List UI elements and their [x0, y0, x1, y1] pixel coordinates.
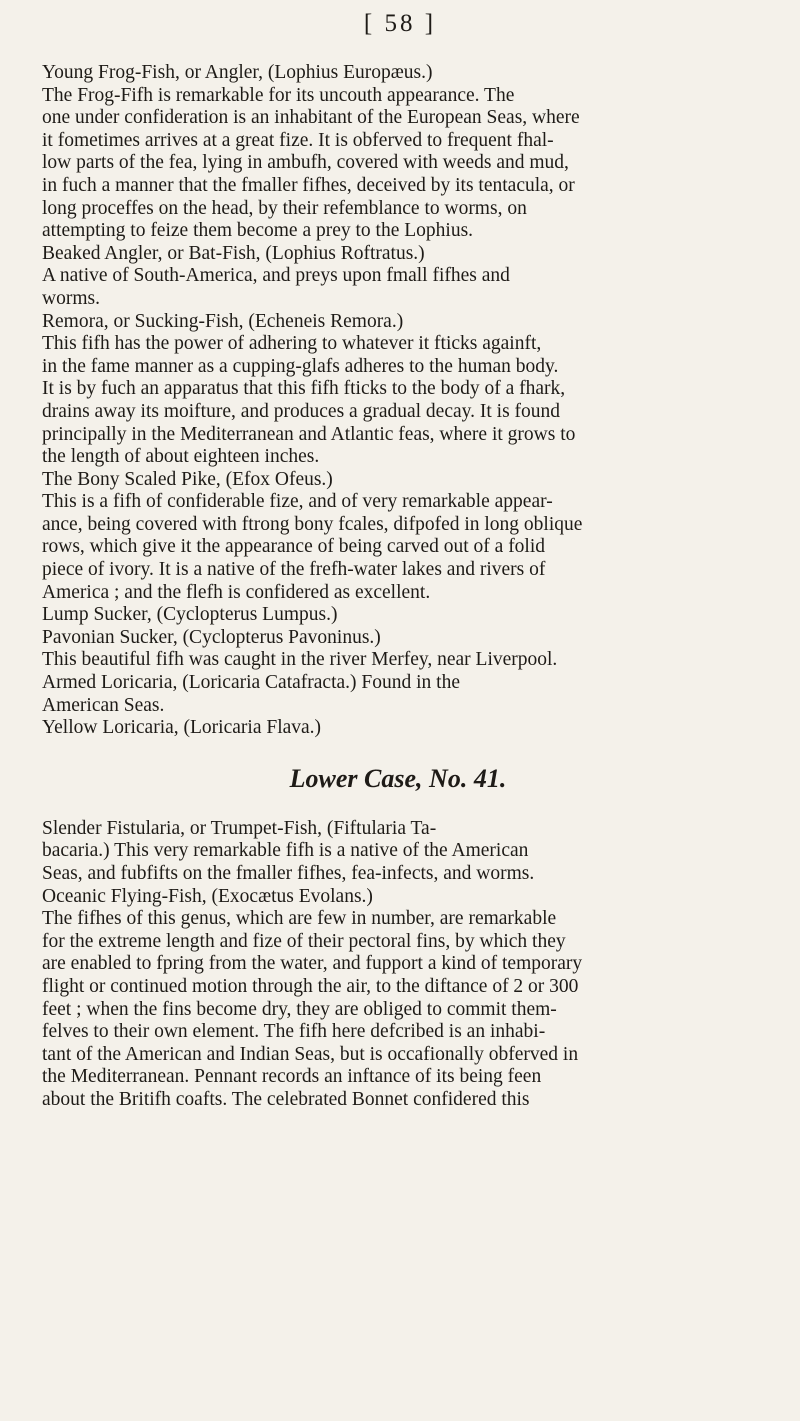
text-line: tant of the American and Indian Seas, but is occafionally obferved in — [42, 1043, 579, 1065]
page-number: [ 58 ] — [363, 10, 437, 37]
text-line: This beautiful fifh was caught in the river Merfey, near Liverpool. — [42, 649, 558, 671]
text-line: Young Frog-Fish, or Angler, (Lophius Europæus.) — [42, 62, 433, 83]
text-line: one under confideration is an inhabitant of the European Seas, where — [42, 107, 580, 129]
text-line: America ; and the flefh is confidered as excellent. — [42, 581, 431, 603]
text-line: worms. — [42, 287, 100, 309]
text-line: Lump Sucker, (Cyclopterus Lumpus.) — [42, 604, 338, 626]
text-line: The Bony Scaled Pike, (Efox Ofeus.) — [42, 468, 333, 490]
text-line: Armed Loricaria, (Loricaria Catafracta.) Found in the — [42, 672, 460, 694]
lower-text-block — [42, 818, 754, 1112]
text-line: Oceanic Flying-Fish, (Exocætus Evolans.) — [42, 885, 373, 907]
text-line: The fifhes of this genus, which are few in number, are remarkable — [42, 908, 557, 930]
text-line: long proceffes on the head, by their refemblance to worms, on — [42, 197, 527, 219]
page-content — [42, 62, 754, 1112]
text-line: This fifh has the power of adhering to whatever it fticks againft, — [42, 333, 542, 355]
text-line: for the extreme length and fize of their pectoral fins, by which they — [42, 930, 566, 952]
text-line: drains away its moifture, and produces a gradual decay. It is found — [42, 400, 561, 422]
text-line: felves to their own element. The fifh here defcribed is an inhabi- — [42, 1021, 546, 1043]
text-line: are enabled to fpring from the water, and fupport a kind of temporary — [42, 953, 583, 975]
section-gap — [42, 794, 754, 818]
text-line: Seas, and fubfifts on the fmaller fifhes, fea-infects, and worms. — [42, 863, 535, 884]
text-line: The Frog-Fifh is remarkable for its uncouth appearance. The — [42, 84, 515, 106]
text-line: piece of ivory. It is a native of the frefh-water lakes and rivers of — [42, 559, 546, 581]
text-line: Beaked Angler, or Bat-Fish, (Lophius Roftratus.) — [42, 242, 425, 264]
text-line: low parts of the fea, lying in ambufh, covered with weeds and mud, — [42, 152, 569, 174]
section-gap — [42, 740, 754, 764]
text-line: principally in the Mediterranean and Atlantic feas, where it grows to — [42, 423, 576, 445]
upper-text-block — [42, 62, 754, 740]
text-line: the Mediterranean. Pennant records an inftance of its being feen — [42, 1066, 542, 1088]
text-line: bacaria.) This very remarkable fifh is a native of the American — [42, 840, 529, 862]
section-heading: Lower Case, No. 41. — [289, 763, 507, 793]
text-line: Pavonian Sucker, (Cyclopterus Pavoninus.) — [42, 626, 381, 648]
text-line: It is by fuch an apparatus that this fifh fticks to the body of a fhark, — [42, 378, 566, 400]
text-line: American Seas. — [42, 694, 165, 716]
text-line: ance, being covered with ftrong bony fcales, difpofed in long oblique — [42, 513, 583, 535]
text-line: about the Britifh coafts. The celebrated Bonnet confidered this — [42, 1088, 530, 1110]
text-line: A native of South-America, and preys upon fmall fifhes and — [42, 265, 510, 287]
text-line: in the fame manner as a cupping-glafs adheres to the human body. — [42, 355, 559, 377]
text-line: Remora, or Sucking-Fish, (Echeneis Remora.) — [42, 310, 404, 332]
text-line: Yellow Loricaria, (Loricaria Flava.) — [42, 717, 322, 739]
text-line: attempting to feize them become a prey to the Lophius. — [42, 220, 474, 242]
text-line: flight or continued motion through the air, to the diftance of 2 or 300 — [42, 975, 579, 997]
text-line: the length of about eighteen inches. — [42, 446, 320, 468]
text-line: in fuch a manner that the fmaller fifhes, deceived by its tentacula, or — [42, 174, 575, 196]
text-line: This is a fifh of confiderable fize, and of very remarkable appear- — [42, 491, 553, 513]
text-line: Slender Fistularia, or Trumpet-Fish, (Fiftularia Ta- — [42, 817, 437, 839]
text-line: it fometimes arrives at a great fize. It is obferved to frequent fhal- — [42, 129, 554, 151]
text-line: feet ; when the fins become dry, they are obliged to commit them- — [42, 998, 557, 1020]
text-line: rows, which give it the appearance of being carved out of a folid — [42, 536, 546, 558]
